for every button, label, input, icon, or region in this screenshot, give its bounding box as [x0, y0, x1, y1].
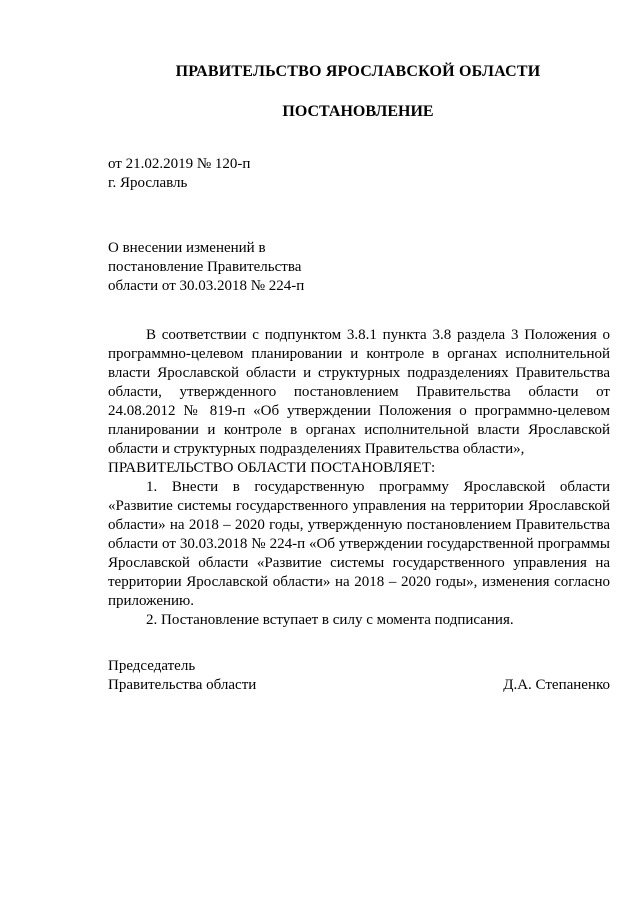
resolves-line: ПРАВИТЕЛЬСТВО ОБЛАСТИ ПОСТАНОВЛЯЕТ: — [108, 460, 436, 476]
preamble-paragraph: В соответствии с подпунктом 3.8.1 пункта 3.8 раздела 3 Положения о программно-целевом планировании и контроле в органах исполнительной власти Ярославской области и структурных подразделениях Правительства области, утвержденного постановлением Правительства области от 24.08.2012 № 819-п «Об утверждении Положения о программно-целевом планировании и контроле в органах исполнительной власти Ярославской области и структурных подразделениях Правительства области», — [108, 327, 610, 457]
signer-name: Д.А. Степаненко — [503, 677, 610, 693]
subject-line: области от 30.03.2018 № 224-п — [108, 278, 305, 294]
document-body — [108, 326, 610, 630]
item-1-paragraph: 1. Внести в государственную программу Ярославской области «Развитие системы государственного управления на территории Ярославской области» на 2018 – 2020 годы, утвержденную постановлением Правительства области от 30.03.2018 № 224-п «Об утверждении государственной программы Ярославской области «Развитие системы государственного управления на территории Ярославской области» на 2018 – 2020 годы», изменения согласно приложению. — [108, 479, 610, 609]
signer-position-line1: Председатель — [108, 658, 196, 674]
subject-line: О внесении изменений в — [108, 240, 266, 256]
government-title: ПРАВИТЕЛЬСТВО ЯРОСЛАВСКОЙ ОБЛАСТИ — [175, 63, 541, 80]
date-number: от 21.02.2019 № 120-п — [108, 156, 251, 172]
document-subject — [108, 239, 348, 296]
document-meta — [108, 155, 250, 193]
item-2-paragraph: 2. Постановление вступает в силу с момента подписания. — [146, 612, 514, 628]
signer-position-line2: Правительства области — [108, 677, 257, 693]
document-type: ПОСТАНОВЛЕНИЕ — [282, 103, 434, 120]
subject-line: постановление Правительства — [108, 259, 302, 275]
city: г. Ярославль — [108, 175, 188, 191]
signature-block — [108, 657, 610, 695]
